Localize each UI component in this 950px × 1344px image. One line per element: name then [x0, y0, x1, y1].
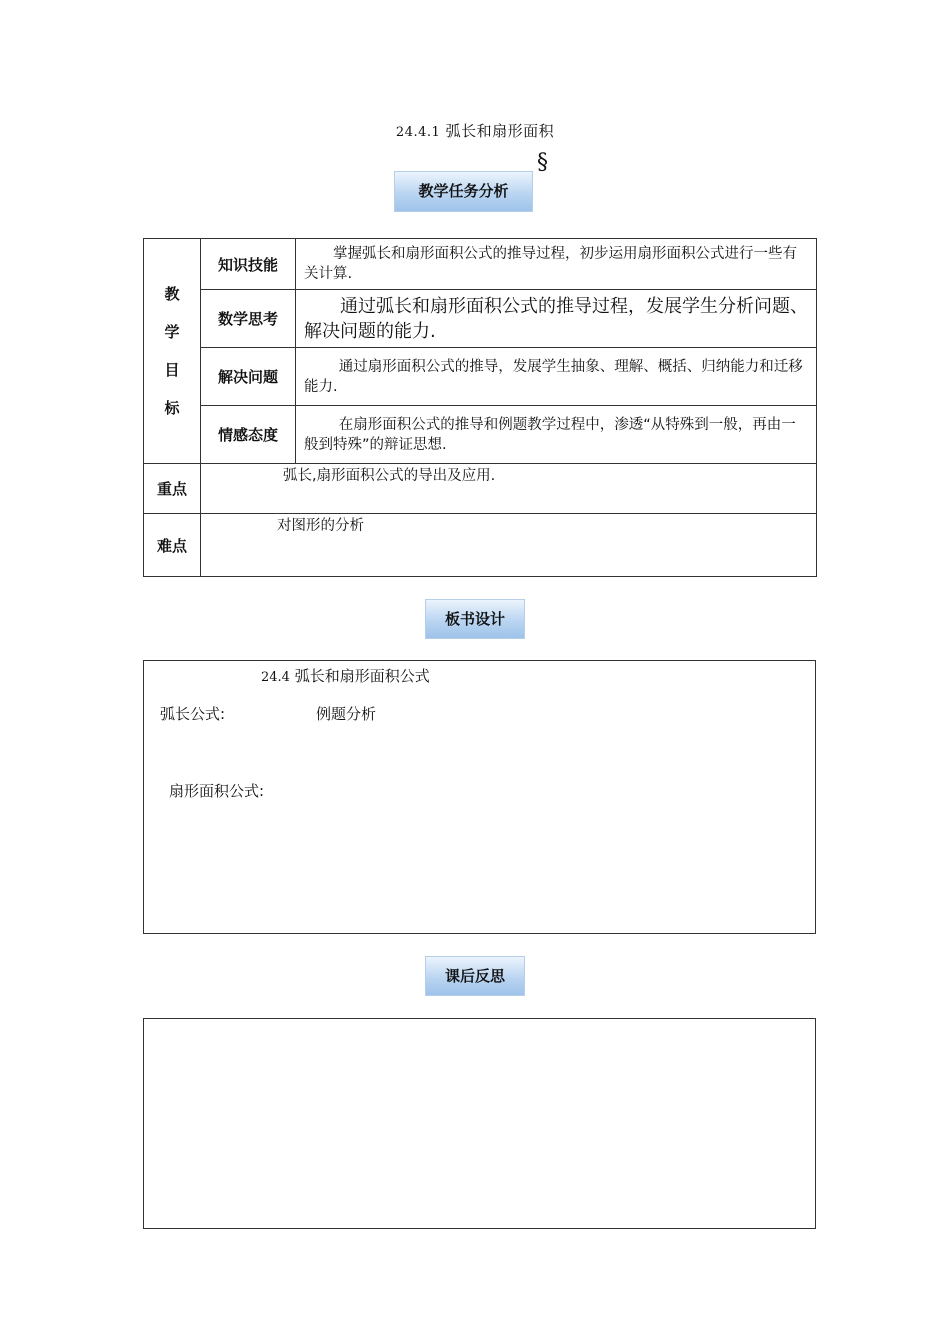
- goal-text-problem-solving: 通过扇形面积公式的推导，发展学生抽象、理解、概括、归纳能力和迁移能力.: [296, 348, 817, 406]
- difficulty-text: 对图形的分析: [277, 518, 364, 534]
- difficulty-cell: [201, 514, 817, 577]
- category-char: 学: [164, 323, 180, 341]
- title-text: 弧长和扇形面积: [445, 122, 555, 140]
- goal-label-knowledge: 知识技能: [201, 239, 296, 290]
- goal-label-thinking: 数学思考: [201, 290, 296, 348]
- key-point-label: 重点: [144, 464, 201, 514]
- teaching-goals-table: [143, 238, 817, 577]
- difficulty-label: 难点: [144, 514, 201, 577]
- board-heading: [261, 665, 430, 686]
- board-design-heading: 板书设计: [425, 599, 525, 639]
- section-mark: §: [537, 150, 548, 175]
- category-char: 标: [164, 399, 180, 417]
- key-point-cell: [201, 464, 817, 514]
- title-number: 24.4.1: [395, 125, 441, 140]
- reflection-heading: 课后反思: [425, 956, 525, 996]
- key-point-text: 弧长,扇形面积公式的导出及应用.: [283, 468, 496, 484]
- goals-category-cell: [144, 239, 201, 464]
- sector-area-formula-label: 扇形面积公式:: [169, 782, 265, 800]
- goal-text-knowledge: 掌握弧长和扇形面积公式的推导过程，初步运用扇形面积公式进行一些有关计算.: [296, 239, 817, 290]
- task-analysis-heading: 教学任务分析: [394, 171, 533, 212]
- example-analysis-label: 例题分析: [316, 705, 377, 723]
- document-title: [0, 120, 950, 141]
- reflection-box: [143, 1018, 816, 1229]
- category-char: 教: [164, 285, 180, 303]
- arc-length-formula-label: 弧长公式:: [160, 705, 226, 723]
- board-design-box: [143, 660, 816, 934]
- category-char: 目: [164, 361, 180, 379]
- board-heading-text: 弧长和扇形面积公式: [294, 667, 430, 685]
- goal-text-thinking: 通过弧长和扇形面积公式的推导过程，发展学生分析问题、解决问题的能力.: [296, 290, 817, 348]
- goal-text-attitude: 在扇形面积公式的推导和例题教学过程中，渗透“从特殊到一般，再由一般到特殊”的辩证思想.: [296, 406, 817, 464]
- goal-label-attitude: 情感态度: [201, 406, 296, 464]
- board-heading-number: 24.4: [261, 670, 290, 685]
- goal-label-problem-solving: 解决问题: [201, 348, 296, 406]
